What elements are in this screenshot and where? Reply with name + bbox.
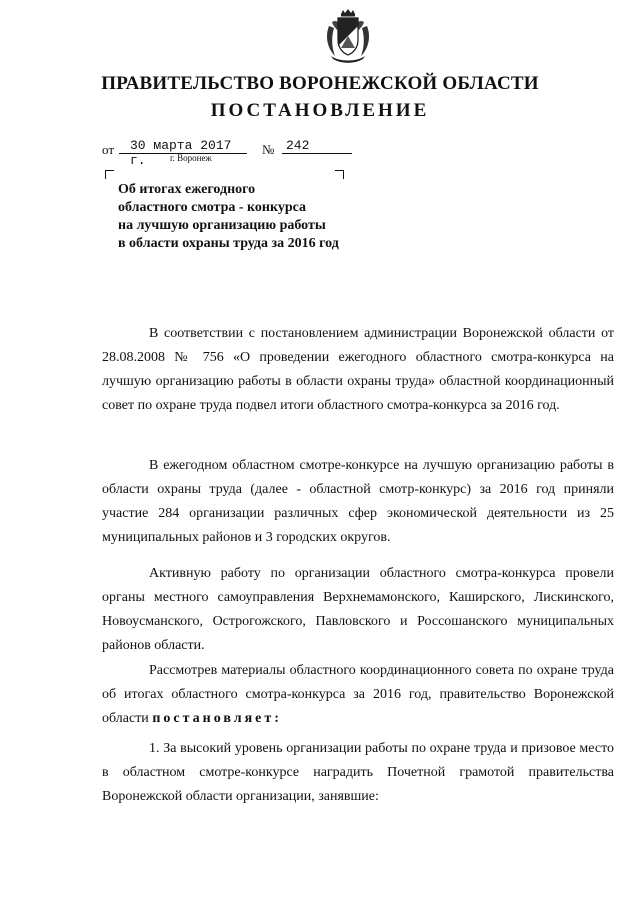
title-corner-right — [335, 170, 344, 179]
paragraph-text — [102, 659, 614, 731]
paragraph-1 — [102, 322, 614, 418]
paragraph-text: Активную работу по организации областного смотра-конкурса провели органы местного самоуправления Верхнемамонского, Каширского, Лискинского, Новоусманского, Острогожского, Павловского и Россошанского муниципальных районов области. — [102, 566, 614, 653]
title-line: в области охраны труда за 2016 год — [118, 236, 339, 251]
city-label: г. Воронеж — [170, 153, 212, 163]
document-type: ПОСТАНОВЛЕНИЕ — [210, 100, 430, 121]
from-label: от — [102, 142, 115, 157]
paragraph-text: В ежегодном областном смотре-конкурсе на лучшую организацию работы в области охраны труда (далее - областной смотр-конкурс) за 2016 год приняли участие 284 организации различных сфер экономической деятельности из 25 муниципальных районов и 3 городских округов. — [102, 458, 614, 545]
title-line: областного смотра - конкурса — [118, 200, 307, 215]
document-date: 30 марта 2017 г. — [119, 138, 247, 154]
document-number: 242 — [282, 138, 352, 154]
title-line: Об итогах ежегодного — [118, 182, 256, 197]
paragraph-text: В соответствии с постановлением администрации Воронежской области от 28.08.2008 № 756 «О проведении ежегодного областного смотра-конкурса на лучшую организацию работы в области охраны труда» областной координационный совет по охране труда подвел итоги областного смотра-конкурса за 2016 год. — [102, 326, 614, 413]
paragraph-2 — [102, 454, 614, 550]
paragraph-3 — [102, 562, 614, 658]
coat-of-arms-icon — [323, 8, 373, 64]
title-line: на лучшую организацию работы — [118, 218, 326, 233]
number-label: № — [262, 142, 275, 157]
paragraph-4 — [102, 659, 614, 731]
date-number-line — [102, 138, 362, 168]
government-name: ПРАВИТЕЛЬСТВО ВОРОНЕЖСКОЙ ОБЛАСТИ — [101, 73, 539, 94]
document-title — [118, 181, 378, 253]
paragraph-main-text: Рассмотрев материалы областного координационного совета по охране труда об итогах областного смотра-конкурса за 2016 год, правительство Воронежской области — [102, 663, 614, 726]
paragraph-text: 1. За высокий уровень организации работы по охране труда и призовое место в областном смотре-конкурсе наградить Почетной грамотой правительства Воронежской области организации, занявшие: — [102, 741, 614, 804]
paragraph-5 — [102, 737, 614, 809]
resolution-keyword: постановляет: — [152, 711, 282, 726]
title-corner-left — [105, 170, 114, 179]
